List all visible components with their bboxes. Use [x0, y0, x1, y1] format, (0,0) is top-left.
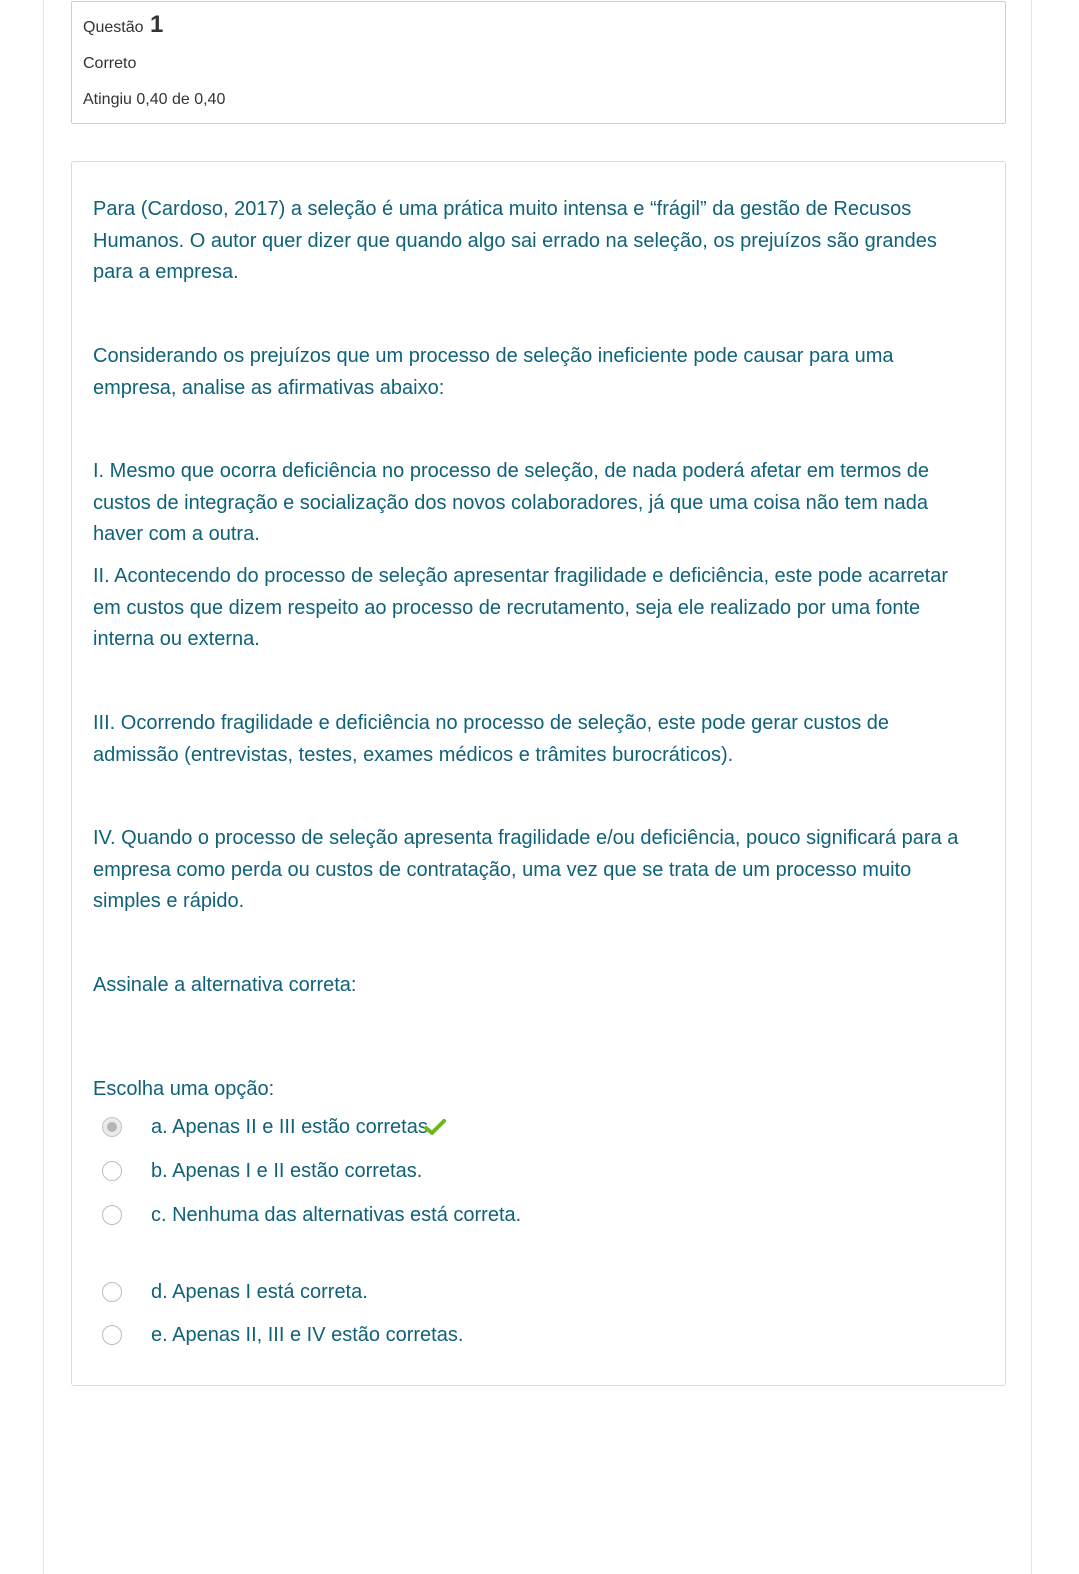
question-instruction: Assinale a alternativa correta: — [93, 974, 357, 996]
answer-prompt: Escolha uma opção: — [93, 1078, 275, 1100]
option-c[interactable] — [102, 1200, 962, 1234]
option-b-label: b. Apenas I e II estão corretas. — [151, 1160, 423, 1182]
question-content-panel — [71, 161, 1006, 1386]
question-info-panel — [71, 1, 1006, 124]
radio-option-e[interactable] — [102, 1325, 122, 1345]
statement-ii: II. Acontecendo do processo de seleção apresentar fragilidade e deficiência, este pode acarretar em custos que dizem respeito ao processo de recrutamento, seja ele realizado por uma fonte interna ou externa. — [93, 565, 948, 650]
question-considering: Considerando os prejuízos que um processo de seleção ineficiente pode causar para uma empresa, analise as afirmativas abaixo: — [93, 345, 894, 399]
option-a-label: a. Apenas II e III estão corretas — [151, 1116, 428, 1138]
question-grade: Atingiu 0,40 de 0,40 — [83, 91, 226, 108]
statement-iv: IV. Quando o processo de seleção apresenta fragilidade e/ou deficiência, pouco significará para a empresa como perda ou custos de contratação, uma vez que se trata de um processo muito simples e rápido. — [93, 827, 959, 912]
option-a-text — [151, 1112, 446, 1143]
statement-iii: III. Ocorrendo fragilidade e deficiência no processo de seleção, este pode gerar custos de admissão (entrevistas, testes, exames médicos e trâmites burocráticos). — [93, 712, 890, 766]
option-d[interactable] — [102, 1277, 962, 1311]
option-e[interactable] — [102, 1320, 962, 1354]
question-state: Correto — [83, 55, 137, 72]
option-b[interactable] — [102, 1156, 962, 1190]
check-icon — [424, 1117, 446, 1137]
question-number: 1 — [149, 11, 164, 38]
option-e-label: e. Apenas II, III e IV estão corretas. — [151, 1324, 464, 1346]
option-c-label: c. Nenhuma das alternativas está correta. — [151, 1204, 522, 1226]
question-heading — [83, 10, 163, 43]
statement-i: I. Mesmo que ocorra deficiência no processo de seleção, de nada poderá afetar em termos de custos de integração e socialização dos novos colaboradores, já que uma coisa não tem nada haver com a outra. — [93, 460, 930, 545]
radio-option-d[interactable] — [102, 1282, 122, 1302]
option-d-label: d. Apenas I está correta. — [151, 1281, 368, 1303]
option-a[interactable] — [102, 1112, 962, 1146]
radio-option-c[interactable] — [102, 1205, 122, 1225]
question-label: Questão — [83, 19, 144, 36]
radio-option-b[interactable] — [102, 1161, 122, 1181]
question-intro: Para (Cardoso, 2017) a seleção é uma prática muito intensa e “frágil” da gestão de Recusos Humanos. O autor quer dizer que quando algo sai errado na seleção, os prejuízos são grandes para a empresa. — [93, 198, 937, 283]
radio-option-a[interactable] — [102, 1117, 122, 1137]
